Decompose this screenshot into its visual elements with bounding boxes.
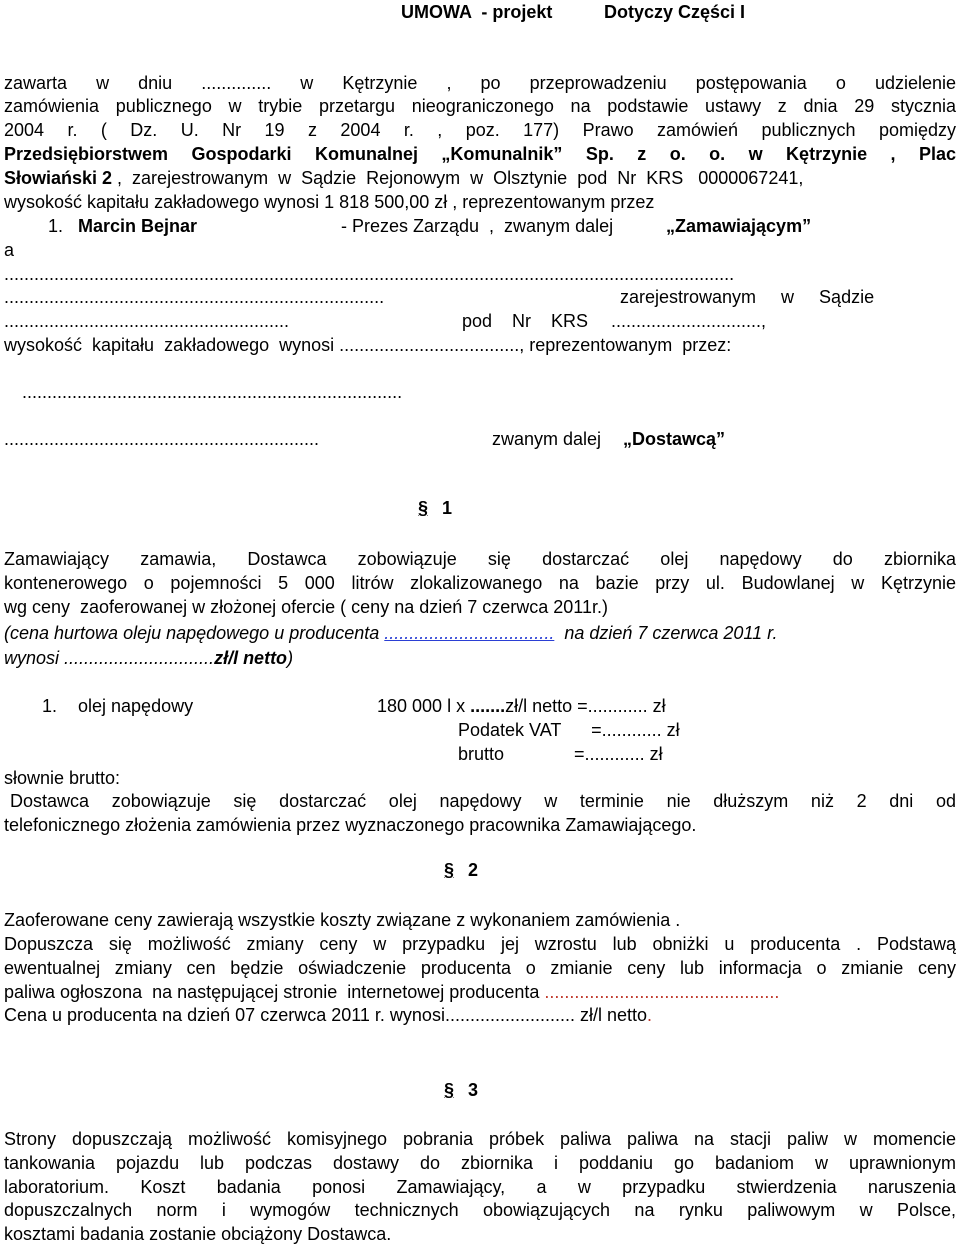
krs-label: pod Nr KRS xyxy=(462,311,589,331)
section-sign: § xyxy=(444,1080,455,1100)
item-calculation xyxy=(377,694,666,718)
s3-line-1: Strony dopuszczają możliwość komisyjnego pobrania próbek paliwa paliwa na stacji paliw w momencie xyxy=(4,1129,956,1149)
registered-in-court: zarejestrowanym w Sądzie xyxy=(620,287,875,307)
producer-price-blank: .................................. xyxy=(384,623,555,643)
section-sign: § xyxy=(418,498,429,518)
item-number: 1. xyxy=(42,696,58,716)
document-title: UMOWA - projekt xyxy=(401,2,553,22)
gross-in-words: słownie brutto: xyxy=(4,768,121,788)
contractor-blank-1: .................................................................................................................................................. xyxy=(4,264,735,284)
intro-line-4: Przedsiębiorstwem Gospodarki Komunalnej „Komunalnik” Sp. z o. o. w Kętrzynie , Plac xyxy=(4,144,956,164)
s3-line-4: dopuszczalnych norm i wymogów technicznych obowiązujących na rynku paliwowym w Polsce, xyxy=(4,1200,956,1220)
address-bold: Słowiański 2 xyxy=(4,168,113,188)
s2-line-3: ewentualnej zmiany cen będzie oświadczenie producenta o zmianie ceny lub informacja o zmianie ceny xyxy=(4,958,956,978)
intro-line-2: zamówienia publicznego w trybie przetargu nieograniczonego na podstawie ustawy z dnia 29 stycznia xyxy=(4,96,956,116)
called-hereinafter: zwanym dalej xyxy=(492,429,602,449)
s2-line-5 xyxy=(4,1003,652,1027)
price-note-amount-blank: wynosi .............................. xyxy=(4,648,215,668)
s2-line-1: Zaoferowane ceny zawierają wszystkie koszty związane z wykonaniem zamówienia . xyxy=(4,910,681,930)
producer-website-text: paliwa ogłoszona na następującej stronie internetowej producenta xyxy=(4,982,545,1002)
delivery-term-line-1: Dostawca zobowiązuje się dostarczać olej napędowy w terminie nie dłuższym niż 2 dni od xyxy=(10,791,956,811)
section-heading-1 xyxy=(418,498,452,519)
s1-paragraph-line-2: kontenerowego o pojemności 5 000 litrów zlokalizowanego na bazie przy ul. Budowlanej w Kętrzynie xyxy=(4,573,956,593)
representative-role: - Prezes Zarządu , zwanym dalej xyxy=(341,216,614,236)
representative-number: 1. xyxy=(48,216,64,236)
producer-price-period: . xyxy=(647,1005,653,1025)
party-alias-dostawca: „Dostawcą” xyxy=(623,429,726,449)
intro-line-3: 2004 r. ( Dz. U. Nr 19 z 2004 r. , poz. 177) Prawo zamówień publicznych pomiędzy xyxy=(4,120,956,140)
price-note-line-1 xyxy=(4,621,777,645)
section-number: 1 xyxy=(442,498,453,518)
court-blank: ......................................................... xyxy=(4,311,290,331)
contractor-alias-blank: ............................................................... xyxy=(4,429,320,449)
s3-line-5: kosztami badania zostanie obciążony Dostawca. xyxy=(4,1224,392,1244)
s2-line-2: Dopuszcza się możliwość zmiany ceny w przypadku jej wzrostu lub obniżki u producenta . Podstawą xyxy=(4,934,956,954)
item-net-total: zł/l netto =............ zł xyxy=(505,696,666,716)
section-number: 3 xyxy=(468,1080,479,1100)
capital-line: wysokość kapitału zakładowego wynosi ...................................., reprezentowanym przez: xyxy=(4,335,732,355)
delivery-term-line-2: telefonicznego złożenia zamówienia przez wyznaczonego pracownika Zamawiającego. xyxy=(4,815,697,835)
producer-price-text: Cena u producenta na dzień 07 czerwca 2011 r. wynosi.......................... zł/l netto xyxy=(4,1005,647,1025)
price-note-date: na dzień 7 czerwca 2011 r. xyxy=(554,623,778,643)
conjunction-a: a xyxy=(4,240,15,260)
item-price-blank: ....... xyxy=(470,696,506,716)
gross-line: brutto =............ zł xyxy=(458,744,663,764)
s1-paragraph-line-3: wg ceny zaoferowanej w złożonej ofercie ( ceny na dzień 7 czerwca 2011r.) xyxy=(4,597,608,617)
contractor-blank-2: ............................................................................ xyxy=(4,287,385,307)
s3-line-2: tankowania pojazdu lub podczas dostawy do zbiornika i poddaniu go badaniom w uprawnionym xyxy=(4,1153,956,1173)
section-number: 2 xyxy=(468,860,479,880)
represented-by-blank: ............................................................................ xyxy=(22,382,403,402)
price-note-unit: zł/l netto xyxy=(214,648,288,668)
krs-blank: .............................., xyxy=(611,311,767,331)
s1-paragraph-line-1: Zamawiający zamawia, Dostawca zobowiązuje się dostarczać olej napędowy do zbiornika xyxy=(4,549,956,569)
producer-website-blank: ............................................... xyxy=(544,982,780,1002)
intro-line-5 xyxy=(4,166,956,190)
item-name: olej napędowy xyxy=(78,696,194,716)
price-note-line-2 xyxy=(4,646,293,670)
representative-name: Marcin Bejnar xyxy=(78,216,198,236)
item-quantity: 180 000 l x xyxy=(377,696,471,716)
intro-line-6: wysokość kapitału zakładowego wynosi 1 818 500,00 zł , reprezentowanym przez xyxy=(4,192,655,212)
s2-line-4 xyxy=(4,980,779,1004)
price-note-text: (cena hurtowa oleju napędowego u producenta xyxy=(4,623,385,643)
price-note-close: ) xyxy=(287,648,294,668)
section-heading-2 xyxy=(444,860,478,881)
section-sign: § xyxy=(444,860,455,880)
vat-line: Podatek VAT =............ zł xyxy=(458,720,680,740)
party-alias-zamawiajacy: „Zamawiającym” xyxy=(666,216,812,236)
s3-line-3: laboratorium. Koszt badania ponosi Zamawiający, a w przypadku stwierdzenia naruszenia xyxy=(4,1177,956,1197)
address-rest: , zarejestrowanym w Sądzie Rejonowym w Olsztynie pod Nr KRS 0000067241, xyxy=(112,168,804,188)
document-part: Dotyczy Części I xyxy=(604,2,746,22)
intro-line-1: zawarta w dniu .............. w Kętrzynie , po przeprowadzeniu postępowania o udzielenie xyxy=(4,73,956,93)
section-heading-3 xyxy=(444,1080,478,1101)
